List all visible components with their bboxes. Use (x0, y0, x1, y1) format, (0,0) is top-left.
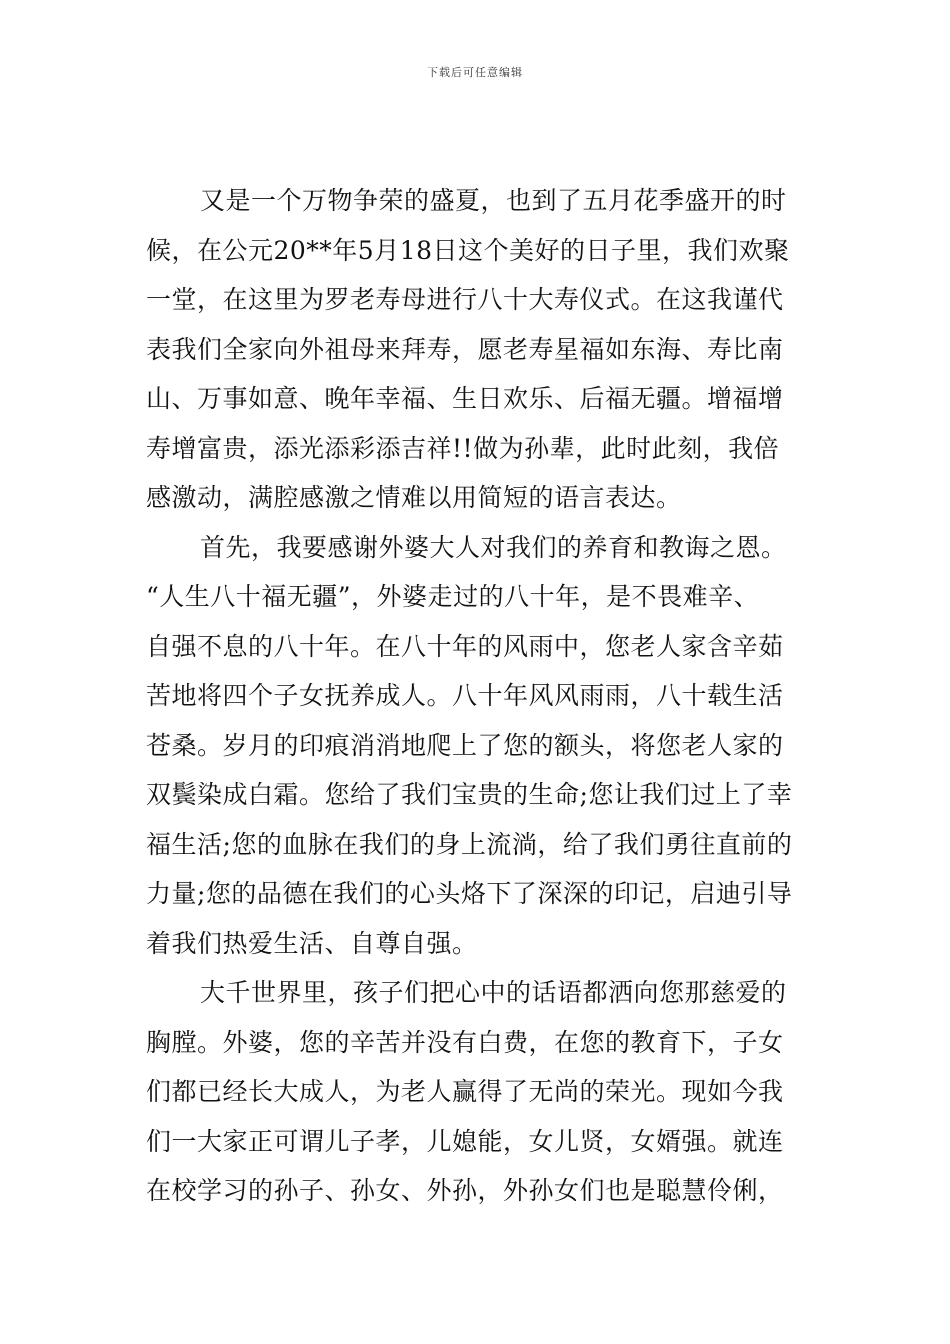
text-line: 双鬓染成白霜。您给了我们宝贵的生命;您让我们过上了幸 (146, 780, 793, 809)
text-line: 力量;您的品德在我们的心头烙下了深深的印记，启迪引导 (146, 879, 793, 908)
text-line: 又是一个万物争荣的盛夏，也到了五月花季盛开的时 (200, 186, 787, 215)
text-line: 着我们热爱生活、自尊自强。 (146, 928, 478, 958)
text-line: 们一大家正可谓儿子孝，儿媳能，女儿贤，女婿强。就连 (146, 1126, 784, 1156)
paragraph (146, 523, 826, 969)
text-line: 自强不息的八十年。在八十年的风雨中，您老人家含辛茹 (146, 631, 784, 661)
text-line: 候，在公元20**年5月18日这个美好的日子里，我们欢聚 (146, 235, 790, 265)
text-line: 寿增富贵，添光添彩添吉祥!!做为孙辈，此时此刻，我倍 (146, 433, 780, 463)
text-line: 大千世界里，孩子们把心中的话语都洒向您那慈爱的 (200, 978, 787, 1007)
page-header: 下载后可任意编辑 (427, 66, 523, 79)
text-line: 苦地将四个子女抚养成人。八十年风风雨雨，八十载生活 (146, 681, 784, 710)
text-line: 感激动，满腔感激之情难以用简短的语言表达。 (146, 483, 682, 512)
text-line: 福生活;您的血脉在我们的身上流淌，给了我们勇往直前的 (146, 829, 793, 859)
paragraph (146, 968, 826, 1216)
paragraph (146, 176, 826, 523)
text-line: 们都已经长大成人，为老人赢得了无尚的荣光。现如今我 (146, 1077, 784, 1106)
text-line: 山、万事如意、晚年幸福、生日欢乐、后福无疆。增福增 (146, 384, 784, 413)
text-line: 胸膛。外婆，您的辛苦并没有白费，在您的教育下，子女 (146, 1027, 784, 1057)
text-line: 首先，我要感谢外婆大人对我们的养育和教诲之恩。 (200, 532, 787, 562)
text-line: 一堂，在这里为罗老寿母进行八十大寿仪式。在这我谨代 (146, 285, 784, 314)
text-line: 在校学习的孙子、孙女、外孙，外孙女们也是聪慧伶俐， (146, 1176, 784, 1205)
document-body (146, 176, 826, 1216)
text-line: 表我们全家向外祖母来拜寿，愿老寿星福如东海、寿比南 (146, 334, 784, 364)
text-line: 苍桑。岁月的印痕消消地爬上了您的额头，将您老人家的 (146, 730, 784, 760)
text-line: “人生八十福无疆”，外婆走过的八十年，是不畏难辛、 (146, 582, 760, 611)
